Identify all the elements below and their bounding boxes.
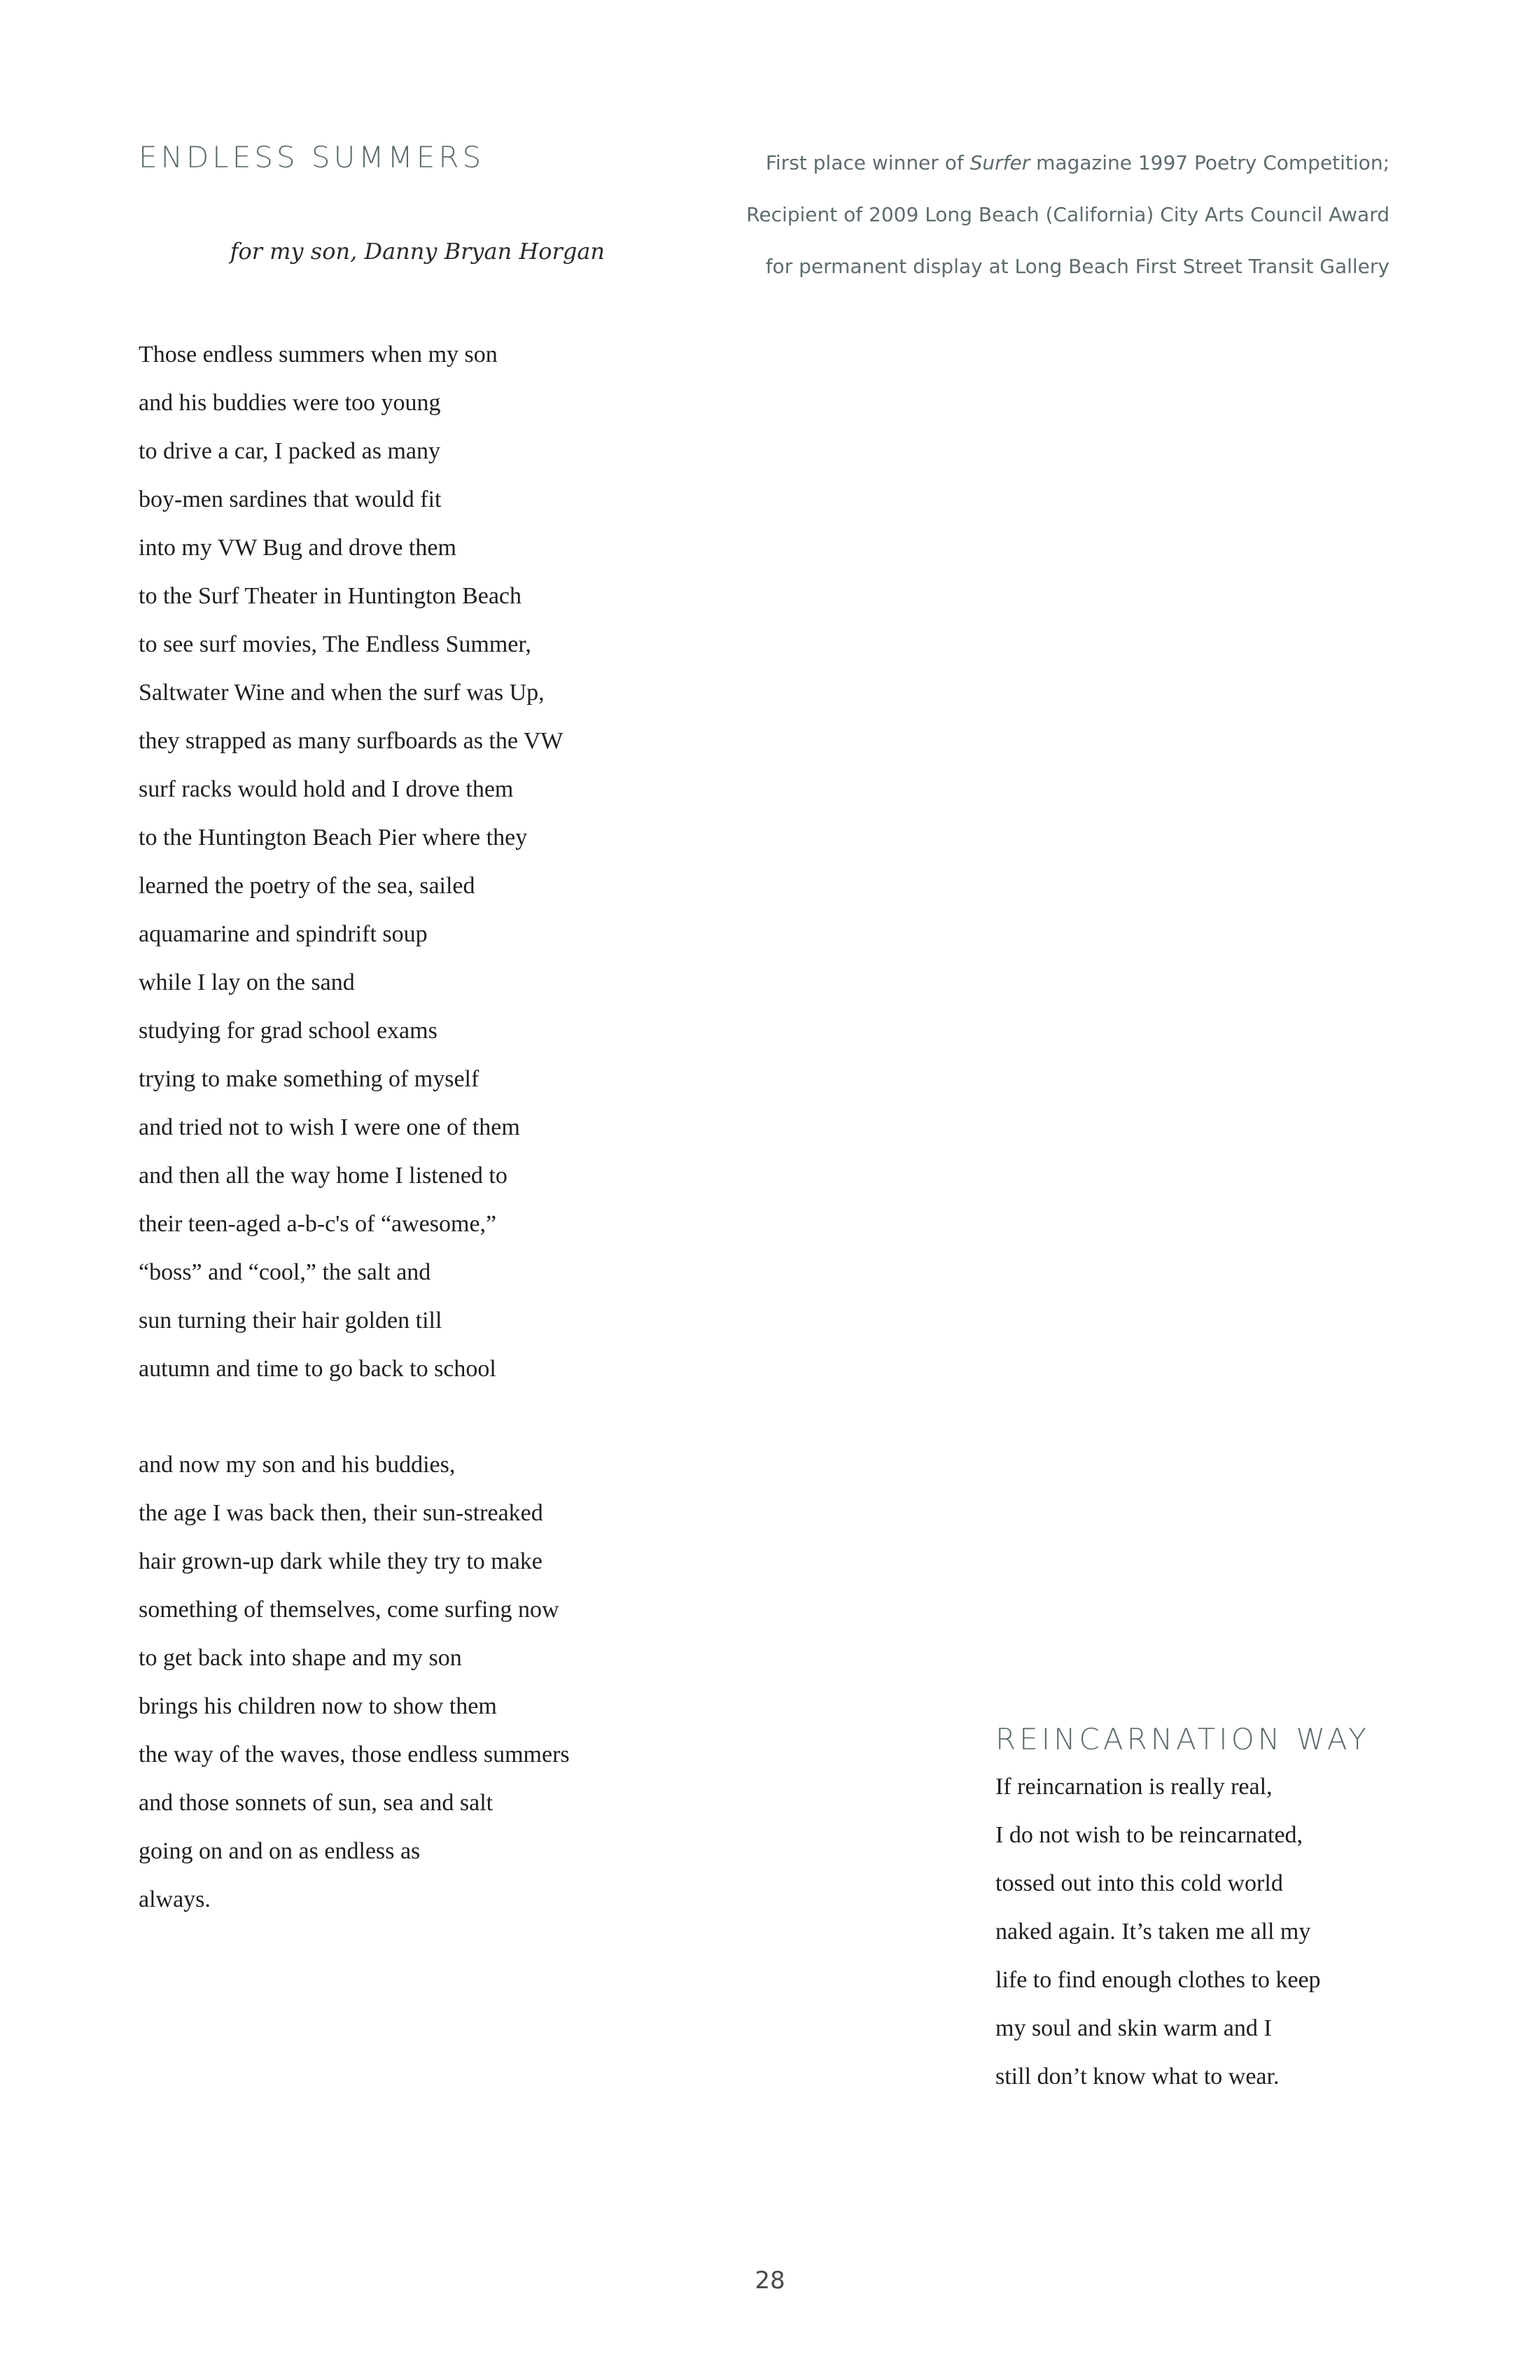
poem-line: Saltwater Wine and when the surf was Up,: [139, 680, 545, 706]
poem-line: and tried not to wish I were one of them: [139, 1114, 520, 1140]
poem-stanza-1: [139, 330, 564, 1393]
award-line-2: Recipient of 2009 Long Beach (California) City Arts Council Award: [746, 203, 1390, 226]
poem-line: surf racks would hold and I drove them: [139, 776, 514, 802]
poem-line: naked again. It’s taken me all my: [995, 1919, 1311, 1945]
poem-line: and now my son and his buddies,: [139, 1452, 456, 1478]
poem-line: something of themselves, come surfing now: [139, 1597, 559, 1623]
poem-line: sun turning their hair golden till: [139, 1308, 442, 1334]
poem-line: “boss” and “cool,” the salt and: [139, 1259, 431, 1285]
poem-line: aquamarine and spindrift soup: [139, 921, 428, 947]
poem-line: life to find enough clothes to keep: [995, 1967, 1321, 1993]
award-line-1-prefix: First place winner of: [765, 151, 970, 174]
poem-line: my soul and skin warm and I: [995, 2015, 1272, 2041]
poem-line: to see surf movies, The Endless Summer,: [139, 631, 531, 657]
poem-line: still don’t know what to wear.: [995, 2064, 1280, 2090]
poem-line: the age I was back then, their sun-streaked: [139, 1500, 543, 1526]
poem-line: boy-men sardines that would fit: [139, 486, 442, 512]
poem-line: to the Huntington Beach Pier where they: [139, 825, 528, 850]
poem-line: into my VW Bug and drove them: [139, 535, 456, 561]
poem-dedication: for my son, Danny Bryan Horgan: [230, 238, 605, 265]
poem-line: autumn and time to go back to school: [139, 1356, 496, 1382]
poem-line: learned the poetry of the sea, sailed: [139, 873, 475, 899]
poem-line: to drive a car, I packed as many: [139, 438, 440, 464]
poem-line: the way of the waves, those endless summers: [139, 1742, 570, 1768]
award-note: [620, 137, 1390, 293]
poem-line: to the Surf Theater in Huntington Beach: [139, 583, 522, 609]
poem-line: always.: [139, 1886, 211, 1912]
poem-line: trying to make something of myself: [139, 1066, 479, 1092]
poem-line: studying for grad school exams: [139, 1018, 438, 1044]
poem-line: going on and on as endless as: [139, 1838, 421, 1864]
poem-stanza-2: [139, 1441, 570, 1924]
magazine-name: Surfer: [969, 151, 1030, 174]
poem-line: to get back into shape and my son: [139, 1645, 462, 1671]
poem-line: I do not wish to be reincarnated,: [995, 1822, 1303, 1848]
poem-line: while I lay on the sand: [139, 969, 355, 995]
poem-line: brings his children now to show them: [139, 1693, 497, 1719]
award-line-1: [620, 137, 1390, 189]
poem-line: and his buddies were too young: [139, 390, 441, 416]
poem-line: and then all the way home I listened to: [139, 1163, 507, 1189]
poem-line: hair grown-up dark while they try to make: [139, 1548, 542, 1574]
poem-line: they strapped as many surfboards as the VW: [139, 728, 564, 754]
poem-line: their teen-aged a-b-c's of “awesome,”: [139, 1211, 497, 1237]
page-number: 28: [755, 2267, 785, 2295]
poem-reincarnation-body: [995, 1763, 1321, 2101]
poem-title-reincarnation-way: REINCARNATION WAY: [995, 1722, 1370, 1756]
poem-line: tossed out into this cold world: [995, 1870, 1283, 1896]
poem-line: Those endless summers when my son: [139, 342, 498, 368]
poem-title-endless-summers: ENDLESS SUMMERS: [139, 140, 485, 174]
poem-line: If reincarnation is really real,: [995, 1774, 1273, 1800]
poem-line: and those sonnets of sun, sea and salt: [139, 1790, 493, 1816]
award-line-3: for permanent display at Long Beach First Street Transit Gallery: [765, 255, 1390, 278]
award-line-1-suffix: magazine 1997 Poetry Competition;: [1030, 151, 1390, 174]
